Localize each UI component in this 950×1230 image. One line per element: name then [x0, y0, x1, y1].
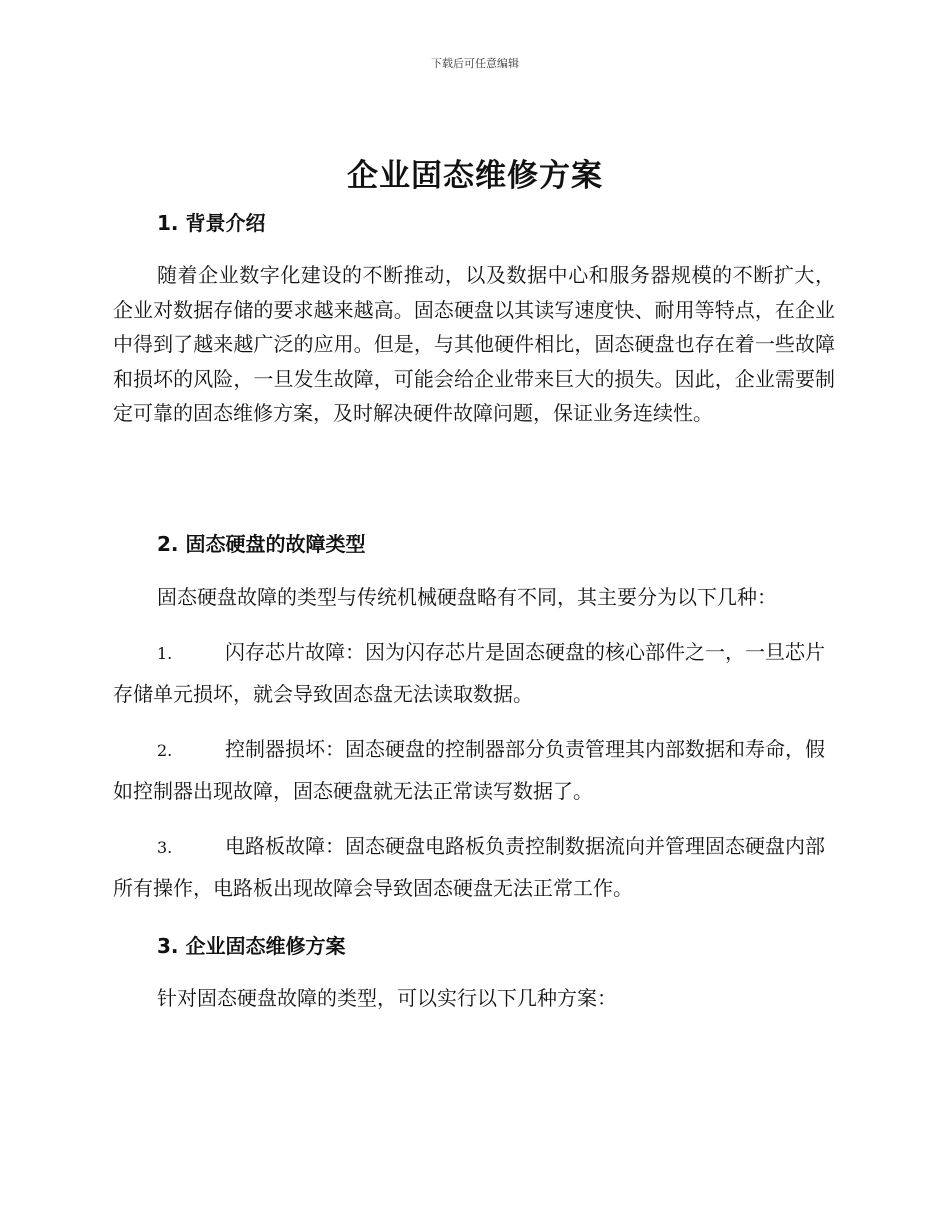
list-item-number: 2. [157, 741, 173, 760]
list-item-text: 闪存芯片故障：因为闪存芯片是固态硬盘的核心部件之一，一旦芯片存储单元损坏，就会导致固态盘无法读取数据。 [113, 640, 825, 706]
list-item-text: 控制器损坏：固态硬盘的控制器部分负责管理其内部数据和寿命，假如控制器出现故障，固态硬盘就无法正常读写数据了。 [113, 737, 825, 803]
background-paragraph: 随着企业数字化建设的不断推动，以及数据中心和服务器规模的不断扩大，企业对数据存储的要求越来越高。固态硬盘以其读写速度快、耐用等特点，在企业中得到了越来越广泛的应用。但是，与其他硬件相比，固态硬盘也存在着一些故障和损坏的风险，一旦发生故障，可能会给企业带来巨大的损失。因此，企业需要制定可靠的固态维修方案，及时解决硬件故障问题，保证业务连续性。 [113, 263, 835, 425]
plan-intro-paragraph: 针对固态硬盘故障的类型，可以实行以下几种方案： [157, 986, 617, 1010]
section-heading-fault-types: 2. 固态硬盘的故障类型 [157, 532, 366, 556]
page-header-note: 下载后可任意编辑 [431, 57, 519, 70]
list-item-number: 3. [157, 838, 173, 857]
list-item-text: 电路板故障：固态硬盘电路板负责控制数据流向并管理固态硬盘内部所有操作，电路板出现故障会导致固态硬盘无法正常工作。 [113, 834, 825, 900]
fault-list-item [113, 632, 835, 714]
document-title: 企业固态维修方案 [347, 158, 603, 194]
fault-list-item [113, 826, 835, 908]
fault-intro-paragraph: 固态硬盘故障的类型与传统机械硬盘略有不同，其主要分为以下几种： [157, 585, 777, 609]
section-heading-repair-plan: 3. 企业固态维修方案 [157, 934, 346, 958]
section-heading-background: 1. 背景介绍 [157, 211, 266, 235]
fault-list-item [113, 729, 835, 811]
list-item-number: 1. [157, 644, 173, 663]
